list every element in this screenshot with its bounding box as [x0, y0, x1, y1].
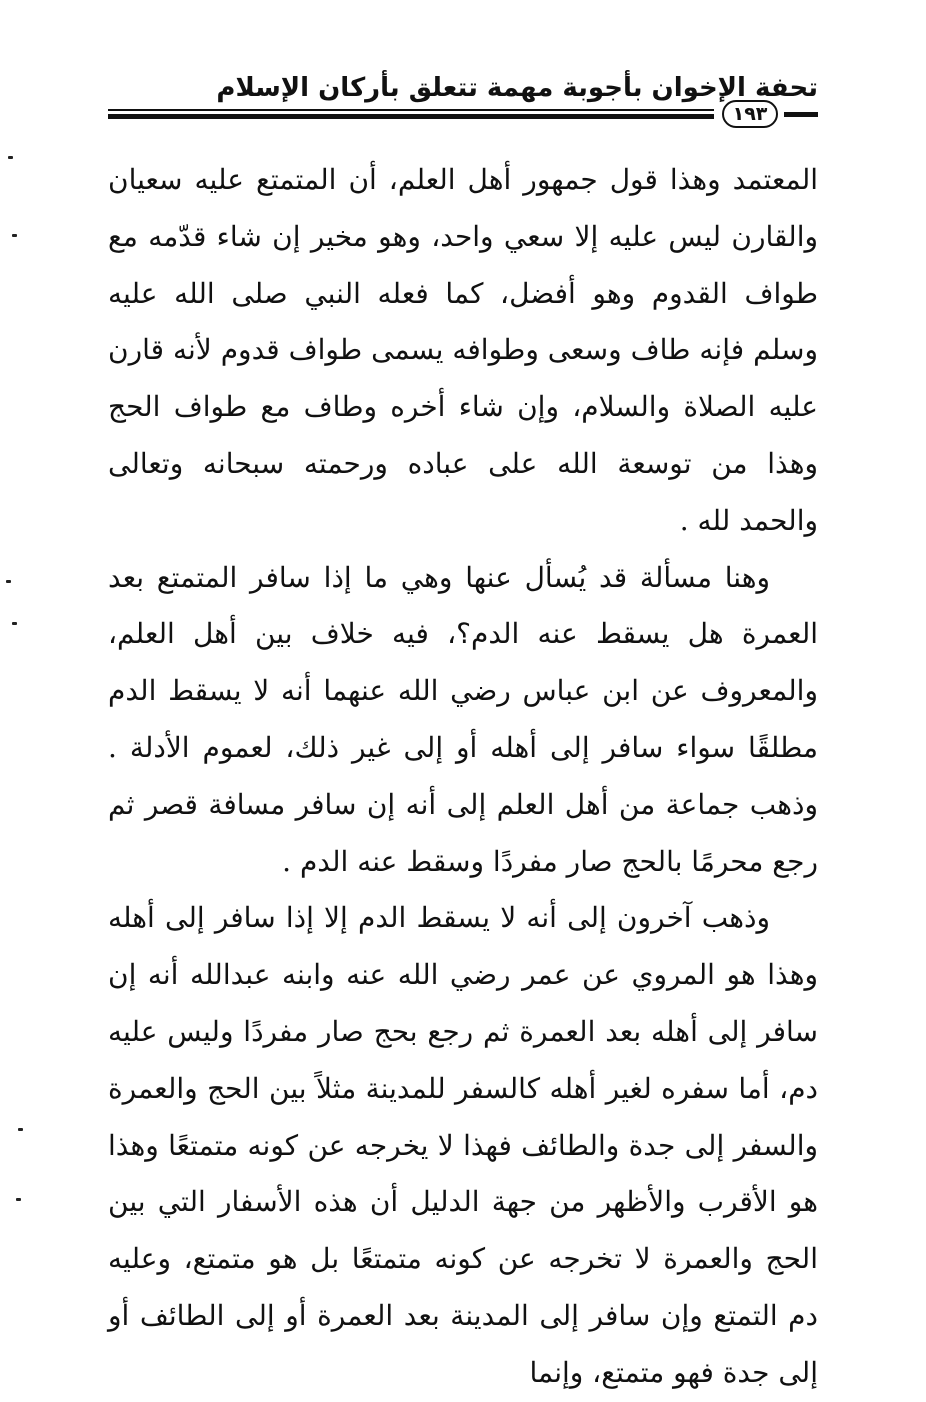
paragraph-2: وهنا مسألة قد يُسأل عنها وهي ما إذا سافر المتمتع بعد العمرة هل يسقط عنه الدم؟، فيه خلاف بين أهل العلم، والمعروف عن ابن عباس رضي الله عنهما أنه لا يسقط الدم مطلقًا سواء سافر إلى أهله أو إلى غير ذلك، لعموم الأدلة . وذهب جماعة من أهل العلم إلى أنه إن سافر مسافة قصر ثم رجع محرمًا بالحج صار مفردًا وسقط عنه الدم .: [108, 560, 818, 878]
page-number-dash: [784, 112, 818, 117]
page-header: [108, 66, 818, 126]
scan-speck: [6, 580, 11, 583]
paragraph-1: المعتمد وهذا قول جمهور أهل العلم، أن المتمتع عليه سعيان والقارن ليس عليه إلا سعي واحد، وهو مخير إن شاء قدّمه مع طواف القدوم وهو أفضل، كما فعله النبي صلى الله عليه وسلم فإنه طاف وسعى وطوافه يسمى طواف قدوم لأنه قارن عليه الصلاة والسلام، وإن شاء أخره وطاف مع طواف الحج وهذا من توسعة الله على عباده ورحمته سبحانه وتعالى والحمد لله .: [108, 163, 818, 537]
page-number: ١٩٣: [722, 100, 778, 128]
scan-speck: [16, 1198, 21, 1201]
running-title: تحفة الإخوان بأجوبة مهمة تتعلق بأركان الإسلام: [216, 73, 818, 103]
header-rule-thin: [108, 109, 714, 111]
scan-speck: [12, 234, 17, 237]
scan-speck: [18, 1128, 23, 1131]
scan-speck: [8, 156, 13, 159]
scan-speck: [12, 622, 17, 625]
body-text: [108, 152, 818, 1402]
paragraph-3: وذهب آخرون إلى أنه لا يسقط الدم إلا إذا سافر إلى أهله وهذا هو المروي عن عمر رضي الله عنه وابنه عبدالله أنه إن سافر إلى أهله بعد العمرة ثم رجع بحج صار مفردًا وليس عليه دم، أما سفره لغير أهله كالسفر للمدينة مثلاً بين الحج والعمرة والسفر إلى جدة والطائف فهذا لا يخرجه عن كونه متمتعًا وهذا هو الأقرب والأظهر من جهة الدليل أن هذه الأسفار التي بين الحج والعمرة لا تخرجه عن كونه متمتعًا بل هو متمتع، وعليه دم التمتع وإن سافر إلى المدينة بعد العمرة أو إلى الطائف أو إلى جدة فهو متمتع، وإنما: [108, 901, 818, 1389]
header-rule-thick: [108, 114, 714, 119]
